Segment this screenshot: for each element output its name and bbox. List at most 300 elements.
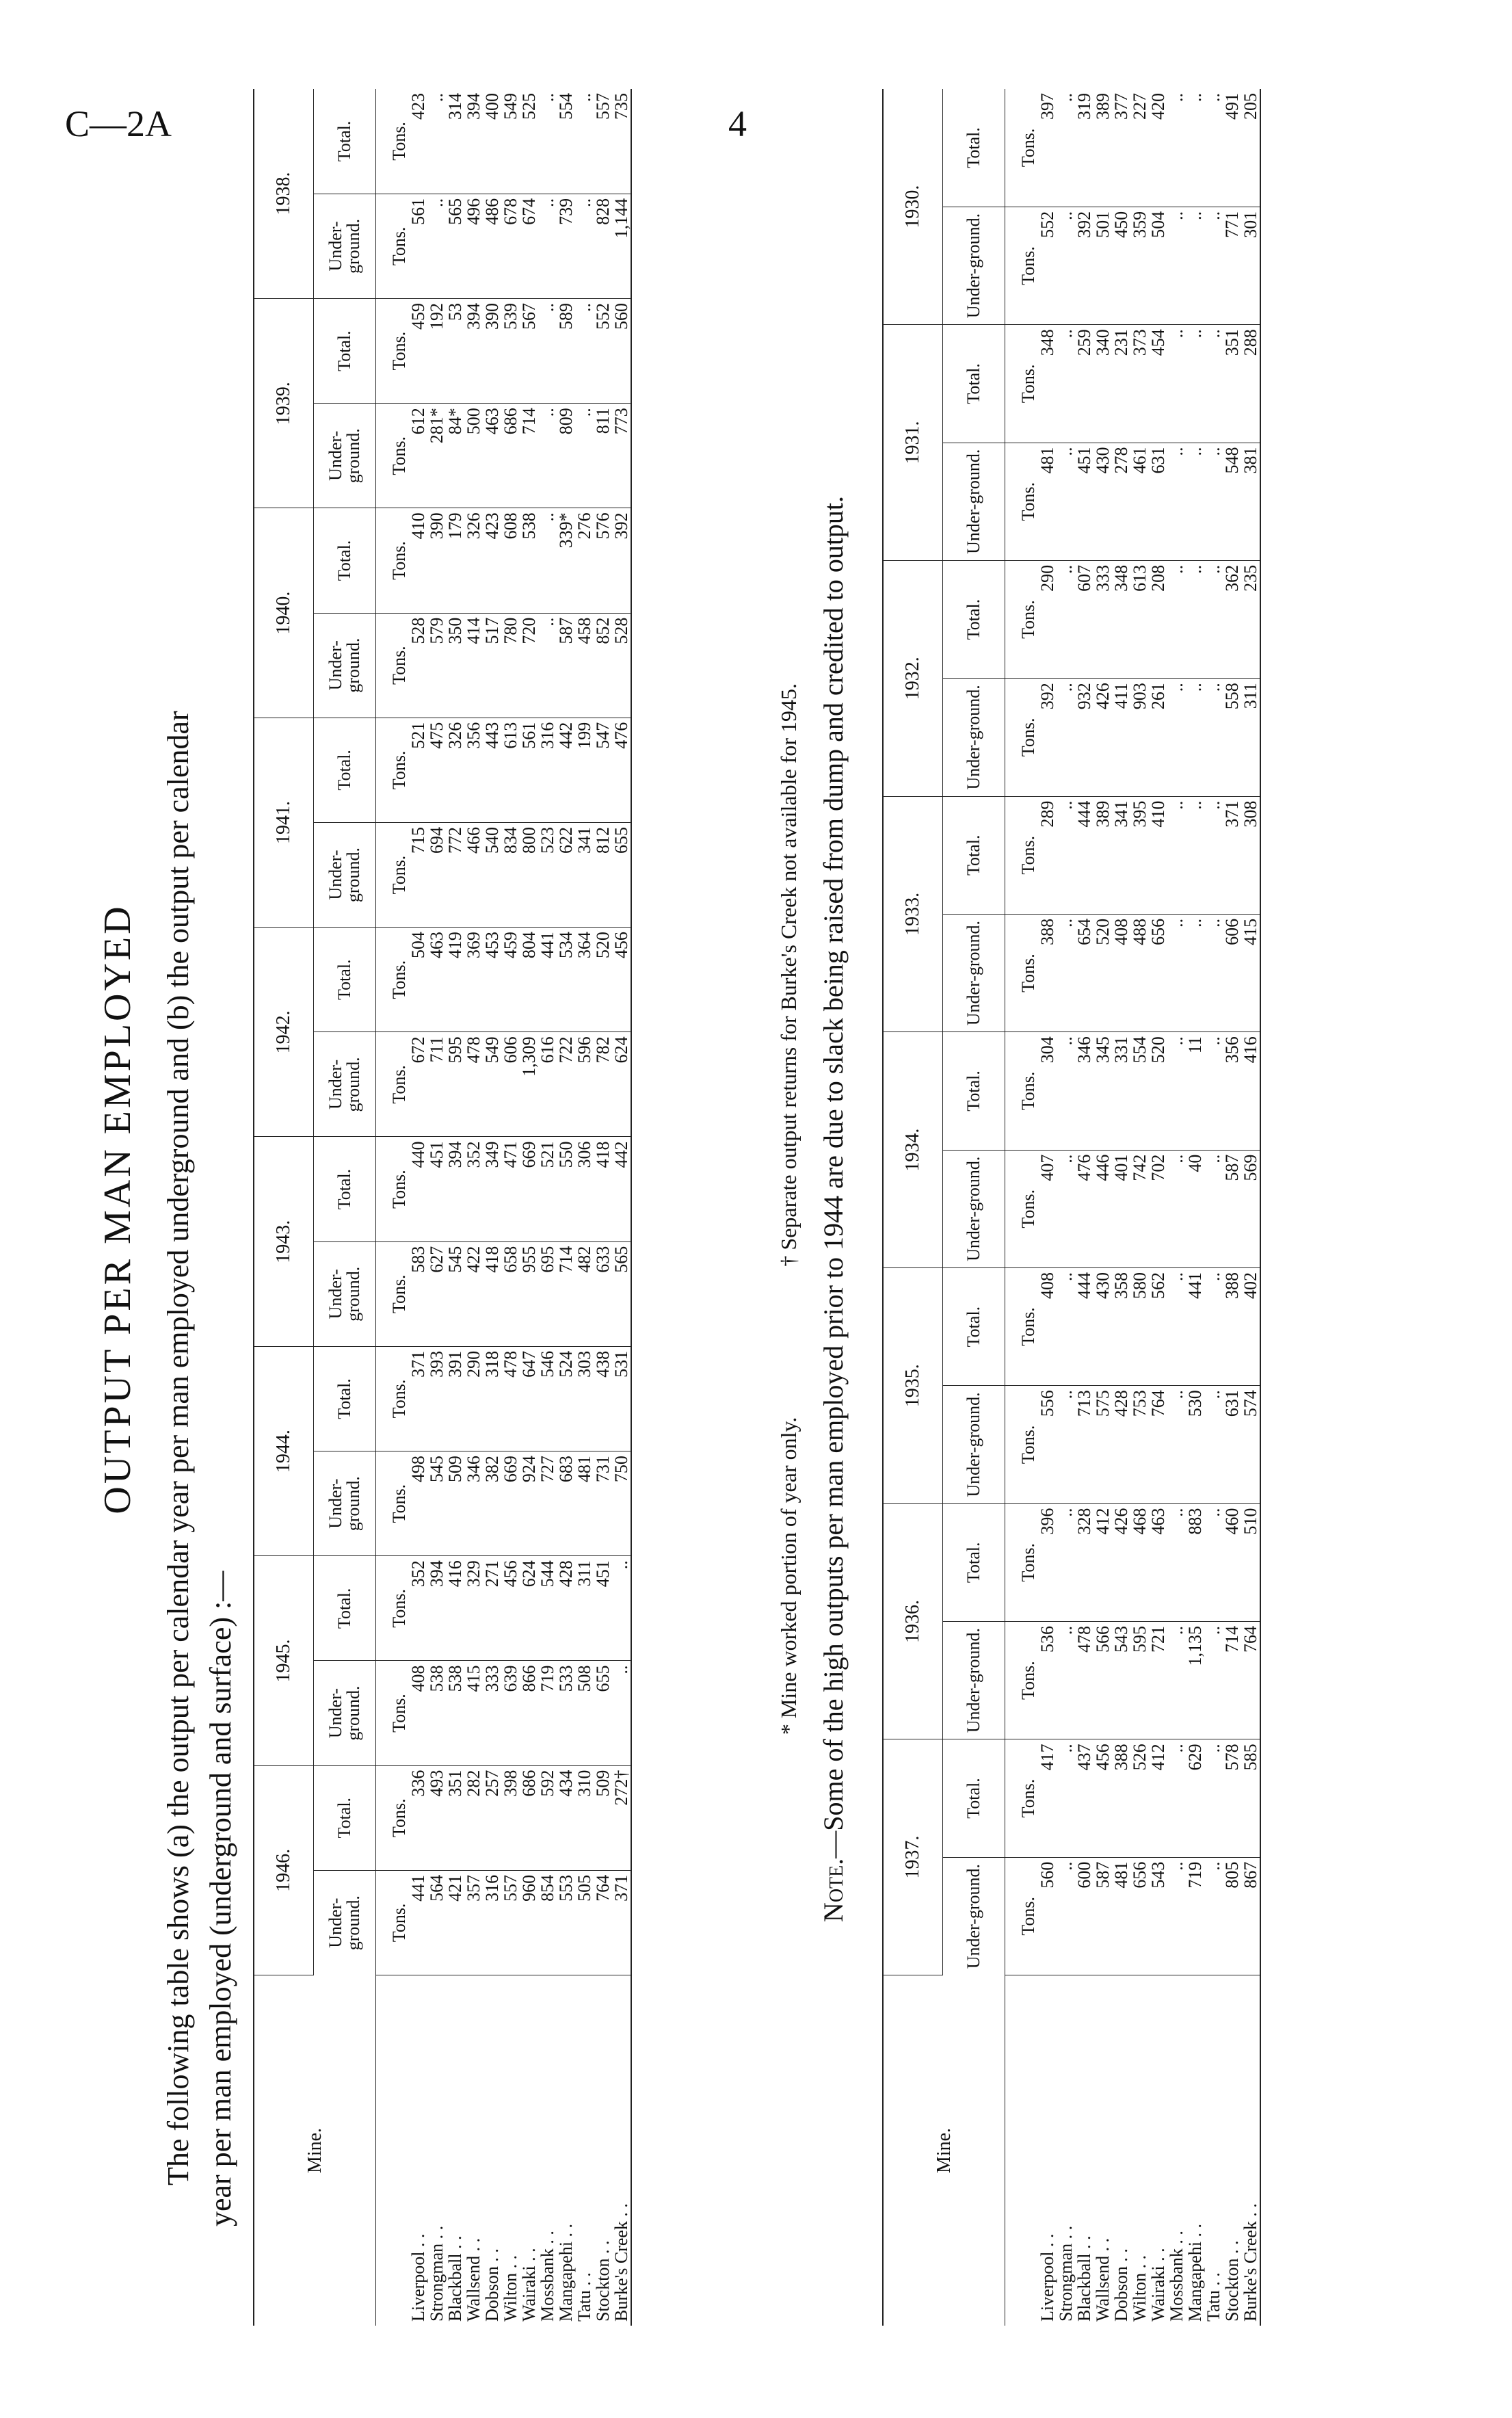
table-cell: 418 <box>594 1137 612 1241</box>
table-row <box>557 89 575 2326</box>
table-cell: 629 <box>1186 1739 1204 1857</box>
table-cell: 587 <box>1093 1857 1112 1975</box>
table-cell: 459 <box>501 928 520 1032</box>
table-cell: 854 <box>538 1870 557 1975</box>
table-cell: 438 <box>594 1346 612 1451</box>
table-cell: 310 <box>575 1765 594 1870</box>
table-cell: 227 <box>1130 89 1149 207</box>
unit-label: Tons. <box>376 404 410 508</box>
table-cell: 771 <box>1223 207 1241 324</box>
underground-header: Under-ground. <box>314 1451 376 1556</box>
table-cell: 392 <box>1075 207 1093 324</box>
table-cell: .. <box>538 194 557 298</box>
table-cell: .. <box>1186 443 1204 560</box>
table-cell: 531 <box>612 1346 631 1451</box>
table-cell: 259 <box>1075 325 1093 443</box>
table-cell: .. <box>1204 1621 1223 1739</box>
table-cell: 346 <box>1075 1032 1093 1150</box>
table-cell: 357 <box>464 1870 483 1975</box>
table-cell: 426 <box>1112 1503 1130 1621</box>
table-cell: 336 <box>409 1765 427 1870</box>
table-cell: 510 <box>1241 1503 1260 1621</box>
table-cell: 290 <box>464 1346 483 1451</box>
table-cell: 272† <box>612 1765 631 1870</box>
table-cell: 505 <box>575 1870 594 1975</box>
total-header: Total. <box>314 718 376 822</box>
unit-row-blank <box>376 1975 410 2326</box>
table-cell: .. <box>1204 1032 1223 1150</box>
table-cell: 524 <box>557 1346 575 1451</box>
table-cell: 257 <box>483 1765 501 1870</box>
table-cell: 428 <box>557 1556 575 1661</box>
table-cell: 739 <box>557 194 575 298</box>
table-cell: 561 <box>520 718 538 822</box>
table-cell: 441 <box>409 1870 427 1975</box>
table-cell: 430 <box>1093 1267 1112 1385</box>
table-cell: 377 <box>1112 89 1130 207</box>
total-header: Total. <box>314 1765 376 1870</box>
table-cell: 1,309 <box>520 1032 538 1137</box>
table-cell: 271 <box>483 1556 501 1661</box>
table-cell: 351 <box>1223 325 1241 443</box>
table-cell: 437 <box>1075 1739 1093 1857</box>
table-cell: 517 <box>483 613 501 718</box>
mine-column-header: Mine. <box>254 1975 376 2326</box>
table-cell: 560 <box>1038 1857 1057 1975</box>
table-cell: 533 <box>557 1661 575 1765</box>
mine-name: Wilton . . <box>501 2255 520 2322</box>
table-cell: 326 <box>446 718 464 822</box>
table-cell: 932 <box>1075 679 1093 796</box>
table-cell: 633 <box>594 1241 612 1346</box>
table-cell: 544 <box>538 1556 557 1661</box>
table-cell: 192 <box>427 299 446 404</box>
mine-name: Tatu . . <box>574 2272 594 2322</box>
table-cell: 567 <box>520 299 538 404</box>
table-cell: 392 <box>1038 679 1057 796</box>
table-cell: 423 <box>483 508 501 613</box>
table-cell: 290 <box>1038 560 1057 678</box>
table-row <box>1057 89 1075 2326</box>
table-cell: .. <box>1204 1267 1223 1385</box>
table-cell: 656 <box>1130 1857 1149 1975</box>
table-cell: 674 <box>520 194 538 298</box>
table-cell: .. <box>1057 679 1075 796</box>
table-cell: 562 <box>1149 1267 1167 1385</box>
unit-label: Tons. <box>376 1451 410 1556</box>
table-cell: 550 <box>557 1137 575 1241</box>
table-cell: 418 <box>483 1241 501 1346</box>
table-cell: 476 <box>1075 1150 1093 1267</box>
table-cell: 415 <box>1241 914 1260 1031</box>
table-cell: 575 <box>1093 1386 1112 1503</box>
table-cell: 924 <box>520 1451 538 1556</box>
mine-name: Stockton . . <box>1222 2240 1242 2322</box>
table-cell: 451 <box>1075 443 1093 560</box>
table-cell: 501 <box>1093 207 1112 324</box>
table-cell: 430 <box>1093 443 1112 560</box>
table-cell: .. <box>1204 1739 1223 1857</box>
table-cell: .. <box>427 89 446 194</box>
unit-row <box>376 89 410 2326</box>
table-cell: .. <box>575 299 594 404</box>
table-cell: 235 <box>1241 560 1260 678</box>
unit-label: Tons. <box>376 1241 410 1346</box>
table-cell: 475 <box>427 718 446 822</box>
table-cell: 400 <box>483 89 501 194</box>
table-cell: 576 <box>594 508 612 613</box>
table-cell: 331 <box>1112 1032 1130 1150</box>
table-row <box>538 89 557 2326</box>
table-cell: 538 <box>427 1661 446 1765</box>
table-cell: 390 <box>427 508 446 613</box>
total-header: Total. <box>314 508 376 613</box>
table-cell: 407 <box>1038 1150 1057 1267</box>
table-cell: 451 <box>427 1137 446 1241</box>
table-cell: 349 <box>483 1137 501 1241</box>
table-cell: 419 <box>446 928 464 1032</box>
table-cell: 867 <box>1241 1857 1260 1975</box>
table-cell: 647 <box>520 1346 538 1451</box>
table-cell: .. <box>1057 207 1075 324</box>
table-cell: 348 <box>1112 560 1130 678</box>
table-cell: .. <box>1167 679 1186 796</box>
mine-name: Wairaki . . <box>1148 2248 1168 2322</box>
table-cell: .. <box>1167 796 1186 914</box>
table-cell: .. <box>1186 679 1204 796</box>
table-cell: 40 <box>1186 1150 1204 1267</box>
table-cell: 428 <box>1112 1386 1130 1503</box>
table-cell: 311 <box>1241 679 1260 796</box>
table-cell: 311 <box>575 1556 594 1661</box>
table-cell: .. <box>612 1661 631 1765</box>
total-header: Total. <box>314 928 376 1032</box>
unit-label: Tons. <box>1005 207 1039 324</box>
table-cell: 453 <box>483 928 501 1032</box>
table-cell: 1,135 <box>1186 1621 1204 1739</box>
table-cell: 600 <box>1075 1857 1093 1975</box>
table-cell: .. <box>1057 1032 1075 1150</box>
table-cell: 364 <box>575 928 594 1032</box>
table-cell: 371 <box>1223 796 1241 914</box>
table-cell: 389 <box>1093 89 1112 207</box>
output-table-1930-1937 <box>882 89 1261 2326</box>
table-cell: 410 <box>409 508 427 613</box>
table-cell: 731 <box>594 1451 612 1556</box>
table-cell: 553 <box>557 1870 575 1975</box>
unit-row-blank <box>1005 1975 1039 2326</box>
table-cell: 397 <box>1038 89 1057 207</box>
unit-label: Tons. <box>1005 325 1039 443</box>
table-cell: 304 <box>1038 1032 1057 1150</box>
mine-name: Mangapehi . . <box>1185 2224 1205 2322</box>
table-cell: 496 <box>464 194 483 298</box>
table-cell: 444 <box>1075 796 1093 914</box>
table-cell: 328 <box>1075 1503 1093 1621</box>
table-cell: 764 <box>1149 1386 1167 1503</box>
table-cell: 631 <box>1149 443 1167 560</box>
total-header: Total. <box>314 1556 376 1661</box>
table-cell: 564 <box>427 1870 446 1975</box>
unit-row <box>1005 89 1039 2326</box>
table-cell: 528 <box>612 613 631 718</box>
table-cell: 539 <box>501 299 520 404</box>
mine-column-header: Mine. <box>883 1975 1005 2326</box>
table-cell: 606 <box>1223 914 1241 1031</box>
table-cell: 371 <box>612 1870 631 1975</box>
year-header: 1945. <box>254 1556 314 1765</box>
table-cell: .. <box>1204 325 1223 443</box>
unit-label: Tons. <box>1005 89 1039 207</box>
total-header: Total. <box>943 560 1005 678</box>
table-cell: .. <box>427 194 446 298</box>
table-cell: 451 <box>594 1556 612 1661</box>
table-cell: 554 <box>1130 1032 1149 1150</box>
table-cell: 719 <box>1186 1857 1204 1975</box>
table-cell: .. <box>1186 207 1204 324</box>
underground-header: Under-ground. <box>314 194 376 298</box>
unit-label: Tons. <box>376 1765 410 1870</box>
table-cell: 549 <box>501 89 520 194</box>
table-cell: 393 <box>427 1346 446 1451</box>
table-cell: 569 <box>1241 1150 1260 1267</box>
table-cell: 339* <box>557 508 575 613</box>
table-cell: 463 <box>483 404 501 508</box>
table-cell: 478 <box>1075 1621 1093 1739</box>
table-cell: .. <box>1057 1503 1075 1621</box>
table-cell: 308 <box>1241 796 1260 914</box>
unit-label: Tons. <box>376 1346 410 1451</box>
unit-label: Tons. <box>1005 560 1039 678</box>
table-cell: 720 <box>520 613 538 718</box>
intro-line-2: year per man employed (underground and surface) :— <box>204 1571 237 2226</box>
table-cell: 574 <box>1241 1386 1260 1503</box>
table-cell: 504 <box>1149 207 1167 324</box>
mine-name: Blackball . . <box>445 2235 465 2322</box>
unit-label: Tons. <box>1005 796 1039 914</box>
table-cell: 711 <box>427 1032 446 1137</box>
table-cell: 727 <box>538 1451 557 1556</box>
total-header: Total. <box>314 1137 376 1241</box>
unit-label: Tons. <box>1005 1739 1039 1857</box>
table-cell: 504 <box>409 928 427 1032</box>
table-cell: 348 <box>1038 325 1057 443</box>
table-cell: 458 <box>575 613 594 718</box>
footnote-dagger: † Separate output returns for Burke's Creek not available for 1945. <box>776 683 801 1267</box>
table-cell: 624 <box>612 1032 631 1137</box>
table-cell: 491 <box>1223 89 1241 207</box>
table-cell: 341 <box>575 822 594 927</box>
table-cell: 401 <box>1112 1150 1130 1267</box>
year-header: 1937. <box>883 1739 943 1975</box>
table-cell: .. <box>538 508 557 613</box>
table-row <box>464 89 483 2326</box>
table-row <box>501 89 520 2326</box>
table-cell: .. <box>575 404 594 508</box>
table-cell: 560 <box>612 299 631 404</box>
table-cell: 686 <box>520 1765 538 1870</box>
table-cell: 282 <box>464 1765 483 1870</box>
total-header: Total. <box>943 1267 1005 1385</box>
table-cell: 622 <box>557 822 575 927</box>
table-cell: 509 <box>446 1451 464 1556</box>
unit-label: Tons. <box>1005 443 1039 560</box>
table-cell: 526 <box>1130 1739 1149 1857</box>
table-cell: 764 <box>594 1870 612 1975</box>
footnotes <box>776 0 801 2418</box>
table-cell: 772 <box>446 822 464 927</box>
table-cell: 546 <box>538 1346 557 1451</box>
table-cell: 466 <box>464 822 483 927</box>
table-cell: 782 <box>594 1032 612 1137</box>
table-cell: 381 <box>1241 443 1260 560</box>
table-cell: .. <box>1167 443 1186 560</box>
table-cell: 288 <box>1241 325 1260 443</box>
table-cell: 389 <box>1093 796 1112 914</box>
table-cell: 408 <box>409 1661 427 1765</box>
table-cell: .. <box>1204 89 1223 207</box>
table-cell: 607 <box>1075 560 1093 678</box>
table-cell: 639 <box>501 1661 520 1765</box>
year-header: 1932. <box>883 560 943 796</box>
table-cell: 390 <box>483 299 501 404</box>
table-row <box>1149 89 1167 2326</box>
table-cell: 548 <box>1223 443 1241 560</box>
table-cell: 764 <box>1241 1621 1260 1739</box>
table-head <box>254 89 376 2326</box>
table-cell: 589 <box>557 299 575 404</box>
table-cell: 669 <box>501 1451 520 1556</box>
mine-name: Strongman . . <box>427 2225 447 2322</box>
table-cell: 595 <box>1130 1621 1149 1739</box>
table-cell: 561 <box>409 194 427 298</box>
table-cell: 557 <box>501 1870 520 1975</box>
table-cell: .. <box>1204 1150 1223 1267</box>
table-cell: 369 <box>464 928 483 1032</box>
table-cell: 655 <box>594 1661 612 1765</box>
table-cell: 482 <box>575 1241 594 1346</box>
table-cell: 719 <box>538 1661 557 1765</box>
table-cell: 456 <box>501 1556 520 1661</box>
table-cell: 394 <box>427 1556 446 1661</box>
table-cell: 658 <box>501 1241 520 1346</box>
unit-label: Tons. <box>376 718 410 822</box>
table-cell: 392 <box>612 508 631 613</box>
table-cell: .. <box>1167 1739 1186 1857</box>
table-cell: 471 <box>501 1137 520 1241</box>
table-cell: 346 <box>464 1451 483 1556</box>
mine-name: Burke's Creek . . <box>1241 2203 1260 2322</box>
table-cell: 631 <box>1223 1386 1241 1503</box>
table-cell: .. <box>1167 207 1186 324</box>
table-cell: 319 <box>1075 89 1093 207</box>
table-cell: .. <box>575 194 594 298</box>
table-cell: .. <box>1057 914 1075 1031</box>
table-cell: 866 <box>520 1661 538 1765</box>
table-cell: 316 <box>538 718 557 822</box>
mine-name: Mossbank . . <box>538 2231 557 2322</box>
table-row <box>427 89 446 2326</box>
table-cell: 441 <box>538 928 557 1032</box>
unit-label: Tons. <box>376 1137 410 1241</box>
table-cell: .. <box>1186 560 1204 678</box>
table-row <box>1186 89 1204 2326</box>
table-cell: 416 <box>1241 1032 1260 1150</box>
table-cell: 444 <box>1075 1267 1093 1385</box>
table-cell: 350 <box>446 613 464 718</box>
table-cell: .. <box>1186 89 1204 207</box>
underground-header: Under-ground. <box>943 1386 1005 1503</box>
unit-label: Tons. <box>376 1556 410 1661</box>
table-cell: .. <box>1204 914 1223 1031</box>
table-cell: 442 <box>557 718 575 822</box>
year-header: 1938. <box>254 89 314 299</box>
table-cell: 422 <box>464 1241 483 1346</box>
table-cell: 805 <box>1223 1857 1241 1975</box>
unit-label: Tons. <box>376 822 410 927</box>
table-cell: 669 <box>520 1137 538 1241</box>
table-cell: 388 <box>1038 914 1057 1031</box>
unit-label: Tons. <box>1005 1150 1039 1267</box>
table-cell: 460 <box>1223 1503 1241 1621</box>
table-cell: .. <box>1167 1032 1186 1150</box>
table-cell: 303 <box>575 1346 594 1451</box>
table-cell: 500 <box>464 404 483 508</box>
table-cell: 624 <box>520 1556 538 1661</box>
year-header: 1939. <box>254 299 314 508</box>
table-cell: 478 <box>464 1032 483 1137</box>
underground-header: Under-ground. <box>314 1241 376 1346</box>
table-cell: 278 <box>1112 443 1130 560</box>
table-cell: 306 <box>575 1137 594 1241</box>
table-cell: .. <box>538 613 557 718</box>
table-cell: .. <box>1057 443 1075 560</box>
table-cell: 301 <box>1241 207 1260 324</box>
table-cell: .. <box>1167 89 1186 207</box>
table-cell: 498 <box>409 1451 427 1556</box>
table-cell: .. <box>538 89 557 194</box>
table-cell: 672 <box>409 1032 427 1137</box>
mine-name: Wairaki . . <box>519 2248 539 2322</box>
unit-label: Tons. <box>376 508 410 613</box>
unit-label: Tons. <box>1005 679 1039 796</box>
total-header: Total. <box>943 1032 1005 1150</box>
year-header: 1930. <box>883 89 943 325</box>
table-cell: 414 <box>464 613 483 718</box>
underground-header: Under-ground. <box>943 679 1005 796</box>
underground-header: Under-ground. <box>314 822 376 927</box>
table-cell: 713 <box>1075 1386 1093 1503</box>
table-cell: .. <box>1204 1503 1223 1621</box>
underground-header: Under-ground. <box>943 1621 1005 1739</box>
table-cell: 579 <box>427 613 446 718</box>
mine-name: Stockton . . <box>593 2240 613 2322</box>
table-cell: 398 <box>501 1765 520 1870</box>
table-cell: 443 <box>483 718 501 822</box>
table-cell: 446 <box>1093 1150 1112 1267</box>
table-cell: .. <box>1057 796 1075 914</box>
table-cell: .. <box>1186 796 1204 914</box>
table-cell: 508 <box>575 1661 594 1765</box>
table-cell: .. <box>1204 443 1223 560</box>
table-cell: .. <box>1057 1150 1075 1267</box>
table-cell: 476 <box>612 718 631 822</box>
total-header: Total. <box>943 89 1005 207</box>
table-cell: 686 <box>501 404 520 508</box>
year-header: 1942. <box>254 928 314 1137</box>
table-cell: 388 <box>1223 1267 1241 1385</box>
note-text: —Some of the high outputs per man employed prior to 1944 are due to slack being raised from dump and credited to output. <box>818 495 849 1858</box>
